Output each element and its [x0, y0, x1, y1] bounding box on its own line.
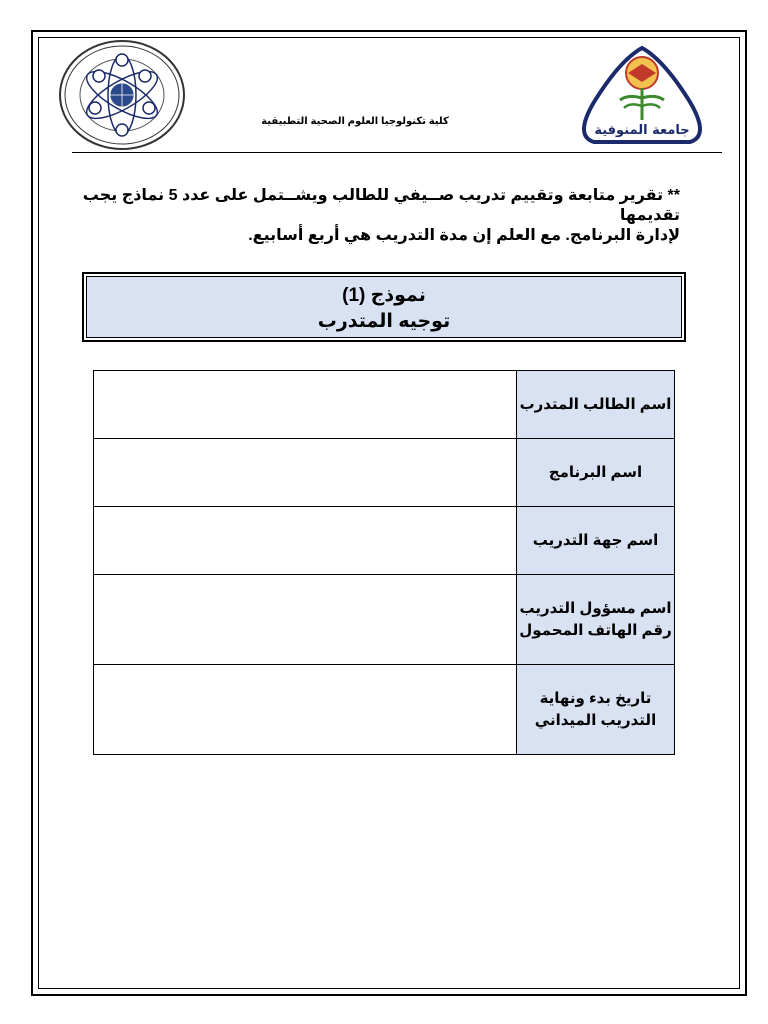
label-line: تاريخ بدء ونهاية [539, 689, 652, 707]
label-line: اسم البرنامج [548, 463, 643, 481]
label-line: اسم جهة التدريب [532, 531, 659, 549]
intro-note [80, 186, 680, 246]
table-row [94, 507, 675, 575]
intro-line-2: لإدارة البرنامج. مع العلم إن مدة التدريب هي أربع أسابيع. [248, 227, 680, 244]
table-row [94, 439, 675, 507]
table-row [94, 665, 675, 755]
form-title: توجيه المتدرب [317, 311, 451, 332]
form-title-box [82, 272, 686, 342]
training-entity-value[interactable] [94, 507, 517, 575]
training-entity-label [517, 507, 675, 575]
student-name-value[interactable] [94, 371, 517, 439]
label-line: اسم الطالب المتدرب [519, 395, 672, 413]
header-divider [72, 152, 722, 153]
supervisor-value[interactable] [94, 575, 517, 665]
university-logo [572, 40, 712, 150]
university-logo-text: جامعة المنوفية [594, 123, 690, 138]
label-line: اسم مسؤول التدريب [519, 599, 672, 617]
supervisor-label [517, 575, 675, 665]
program-name-label [517, 439, 675, 507]
faculty-seal-logo [55, 38, 190, 153]
training-dates-label [517, 665, 675, 755]
trainee-info-table [93, 370, 675, 755]
training-dates-value[interactable] [94, 665, 517, 755]
table-row [94, 575, 675, 665]
label-line: رقم الهاتف المحمول [519, 621, 672, 639]
college-name: كلية تكنولوجيا العلوم الصحية التطبيقية [261, 116, 449, 127]
intro-line-1: ** تقرير متابعة وتقييم تدريب صــيفي للطالب ويشــتمل على عدد 5 نماذج يجب تقديمها [82, 187, 680, 224]
student-name-label [517, 371, 675, 439]
form-title-box-inner [86, 276, 682, 338]
label-line: التدريب الميداني [534, 711, 657, 729]
form-number: نموذج (1) [342, 285, 426, 306]
program-name-value[interactable] [94, 439, 517, 507]
table-row [94, 371, 675, 439]
